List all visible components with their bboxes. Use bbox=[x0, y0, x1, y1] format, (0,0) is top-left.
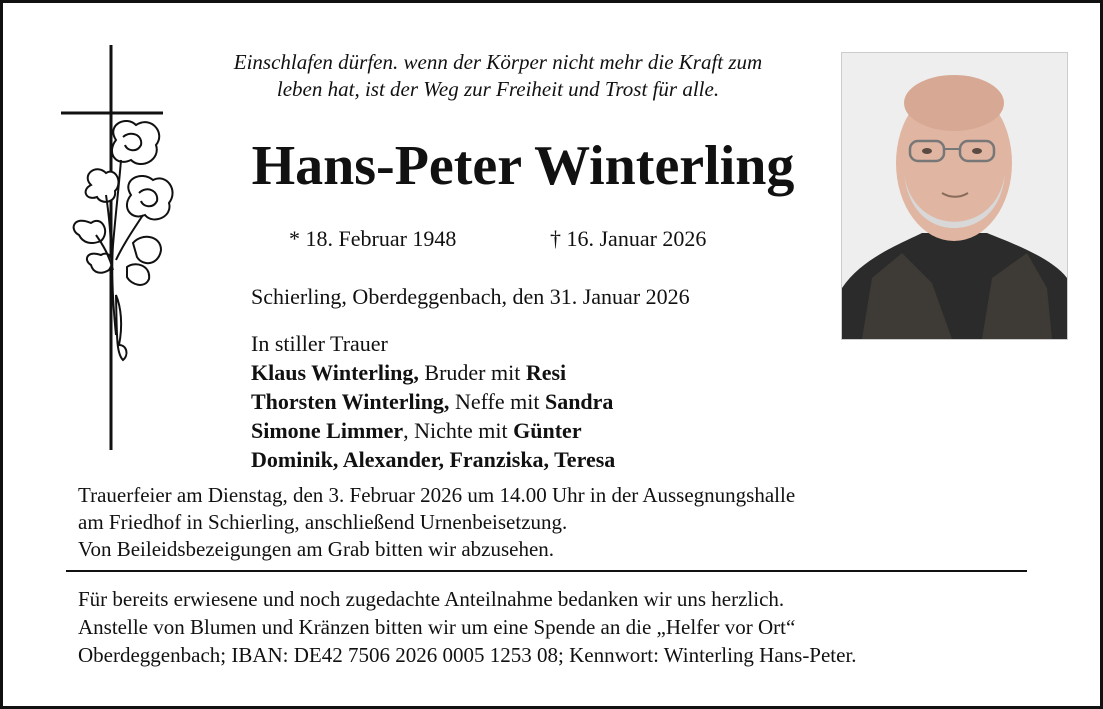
mourner-row bbox=[251, 445, 615, 474]
divider bbox=[66, 570, 1027, 572]
service-line-2: am Friedhof in Schierling, anschließend Urnenbeisetzung. bbox=[78, 510, 568, 534]
thanks-line-1: Für bereits erwiesene und noch zugedachte Anteilnahme bedanken wir uns herzlich. bbox=[78, 587, 785, 611]
mourner-name: Thorsten Winterling, bbox=[251, 389, 450, 414]
death-date: † 16. Januar 2026 bbox=[550, 226, 707, 251]
mourner-row bbox=[251, 358, 615, 387]
service-line-3: Von Beileidsbezeigungen am Grab bitten wir abzusehen. bbox=[78, 537, 555, 561]
birth-date: * 18. Februar 1948 bbox=[289, 226, 457, 251]
mourning-intro: In stiller Trauer bbox=[251, 331, 388, 356]
thanks-and-donation bbox=[78, 585, 857, 669]
mourners-list bbox=[251, 329, 615, 474]
quote-line-2: leben hat, ist der Weg zur Freiheit und Trost für alle. bbox=[276, 77, 720, 101]
mourner-name: Simone Limmer bbox=[251, 418, 404, 443]
mourner-row bbox=[251, 387, 615, 416]
mourner-relation: , Nichte mit bbox=[403, 418, 514, 443]
cross-with-roses-icon bbox=[61, 45, 181, 455]
place-and-date: Schierling, Oberdeggenbach, den 31. Januar 2026 bbox=[251, 284, 690, 309]
mourner-partner: Günter bbox=[513, 418, 582, 443]
mourner-relation: Neffe mit bbox=[449, 389, 545, 414]
quote bbox=[168, 49, 828, 103]
mourner-row bbox=[251, 416, 615, 445]
service-line-1: Trauerfeier am Dienstag, den 3. Februar 2026 um 14.00 Uhr in der Aussegnungshalle bbox=[78, 483, 796, 507]
thanks-line-2: Anstelle von Blumen und Kränzen bitten wir um eine Spende an die „Helfer vor Ort“ bbox=[78, 615, 796, 639]
funeral-service-info bbox=[78, 482, 795, 563]
mourner-name: Klaus Winterling, bbox=[251, 360, 419, 385]
quote-line-1: Einschlafen dürfen. wenn der Körper nicht mehr die Kraft zum bbox=[233, 50, 763, 74]
mourner-relation: Bruder mit bbox=[418, 360, 526, 385]
mourner-name: Dominik, Alexander, Franziska, Teresa bbox=[251, 447, 616, 472]
thanks-line-3: Oberdeggenbach; IBAN: DE42 7506 2026 0005 1253 08; Kennwort: Winterling Hans-Peter. bbox=[78, 643, 857, 667]
portrait-illustration bbox=[842, 53, 1067, 339]
mourner-partner: Resi bbox=[525, 360, 567, 385]
deceased-name: Hans-Peter Winterling bbox=[251, 135, 795, 197]
mourner-partner: Sandra bbox=[544, 389, 614, 414]
portrait-photo bbox=[841, 52, 1068, 340]
